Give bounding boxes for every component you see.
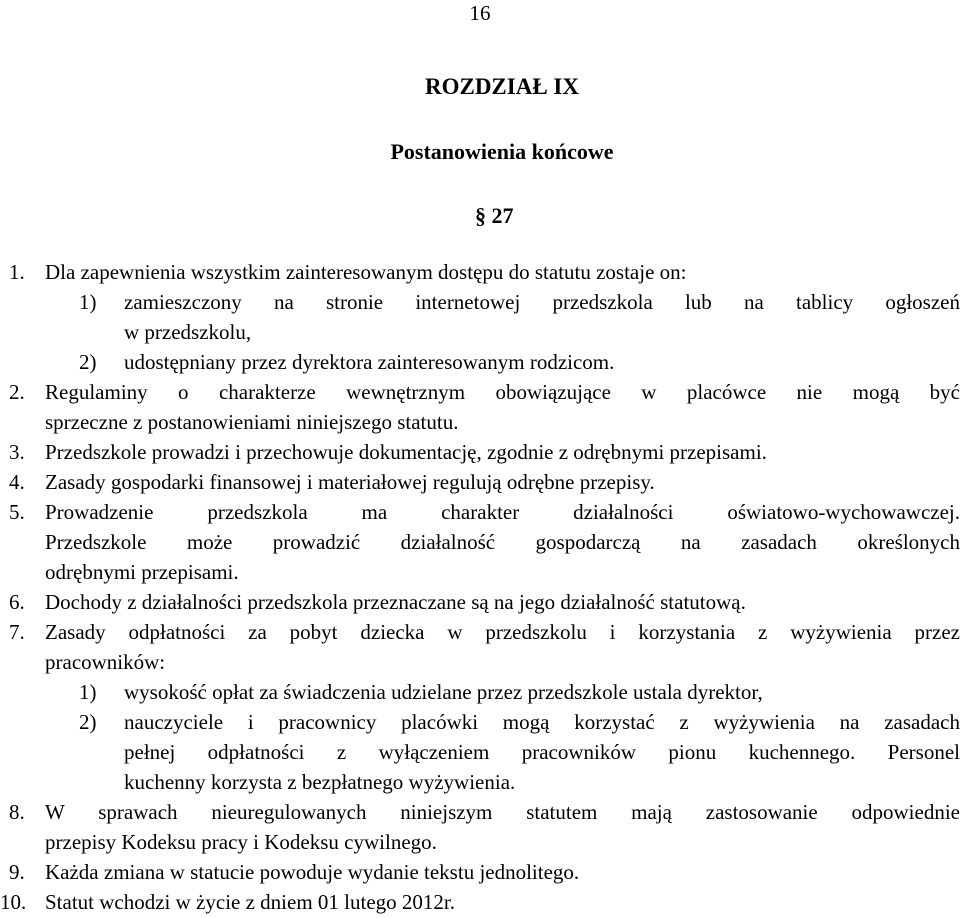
sub-item-line: pełnej odpłatności z wyłączeniem pracowników pionu kuchennego. Personel (124, 740, 960, 764)
sub-item-number: 2) (79, 350, 97, 374)
sub-item-line: kuchenny korzysta z bezpłatnego wyżywienia. (124, 770, 516, 794)
item-line: sprzeczne z postanowieniami niniejszego statutu. (45, 410, 459, 434)
item-number: 10. (0, 890, 27, 914)
item-line: Przedszkole prowadzi i przechowuje dokumentację, zgodnie z odrębnymi przepisami. (45, 440, 767, 464)
item-line: odrębnymi przepisami. (45, 560, 239, 584)
sub-item (0, 287, 960, 347)
chapter-subtitle: Postanowienia końcowe (390, 139, 614, 164)
sub-item-line: zamieszczony na stronie internetowej przedszkola lub na tablicy ogłoszeń (124, 290, 960, 314)
item-line: Regulaminy o charakterze wewnętrznym obowiązujące w placówce nie mogą być (45, 380, 960, 404)
item-number: 2. (9, 380, 25, 404)
list-item (0, 887, 960, 917)
item-line: Każda zmiana w statucie powoduje wydanie tekstu jednolitego. (45, 860, 580, 884)
sub-item-line: udostępniany przez dyrektora zainteresowanym rodzicom. (124, 350, 615, 374)
list-item (0, 467, 960, 497)
item-number: 5. (9, 500, 25, 524)
list-item (0, 497, 960, 587)
item-line: Statut wchodzi w życie z dniem 01 lutego 2012r. (45, 890, 455, 914)
item-line: przepisy Kodeksu pracy i Kodeksu cywilnego. (45, 830, 437, 854)
item-number: 9. (9, 860, 25, 884)
item-line: Zasady odpłatności za pobyt dziecka w przedszkolu i korzystania z wyżywienia przez (45, 620, 960, 644)
item-line: Przedszkole może prowadzić działalność gospodarczą na zasadach określonych (45, 530, 960, 554)
page-number: 16 (469, 1, 491, 25)
item-line: W sprawach nieuregulowanych niniejszym statutem mają zastosowanie odpowiednie (45, 800, 960, 824)
list-item (0, 617, 960, 677)
sub-item-number: 1) (79, 680, 97, 704)
item-line: Dochody z działalności przedszkola przeznaczane są na jego działalność statutową. (45, 590, 746, 614)
sub-item-number: 2) (79, 710, 97, 734)
chapter-title: ROZDZIAŁ IX (424, 74, 579, 99)
list-item (0, 857, 960, 887)
item-number: 8. (9, 800, 25, 824)
list-item (0, 437, 960, 467)
list-item (0, 587, 960, 617)
list-item (0, 797, 960, 857)
sub-item (0, 677, 960, 707)
item-line: Zasady gospodarki finansowej i materiałowej regulują odrębne przepisy. (45, 470, 655, 494)
list-item (0, 377, 960, 437)
list-item (0, 257, 960, 287)
item-number: 4. (9, 470, 25, 494)
item-line: pracowników: (45, 650, 166, 674)
section-heading: § 27 (475, 203, 514, 228)
item-number: 6. (9, 590, 25, 614)
item-text: Dla zapewnienia wszystkim zainteresowanym dostępu do statutu zostaje on: (45, 260, 687, 284)
sub-item (0, 347, 960, 377)
item-number: 7. (9, 620, 25, 644)
sub-item-line: w przedszkolu, (124, 320, 252, 344)
document-body (0, 257, 960, 917)
sub-item-line: nauczyciele i pracownicy placówki mogą korzystać z wyżywienia na zasadach (124, 710, 960, 734)
item-number: 1. (9, 260, 25, 284)
sub-item-line: wysokość opłat za świadczenia udzielane przez przedszkole ustala dyrektor, (124, 680, 763, 704)
sub-item (0, 707, 960, 797)
item-line: Prowadzenie przedszkola ma charakter działalności oświatowo-wychowawczej. (45, 500, 960, 524)
item-number: 3. (9, 440, 25, 464)
sub-item-number: 1) (79, 290, 97, 314)
